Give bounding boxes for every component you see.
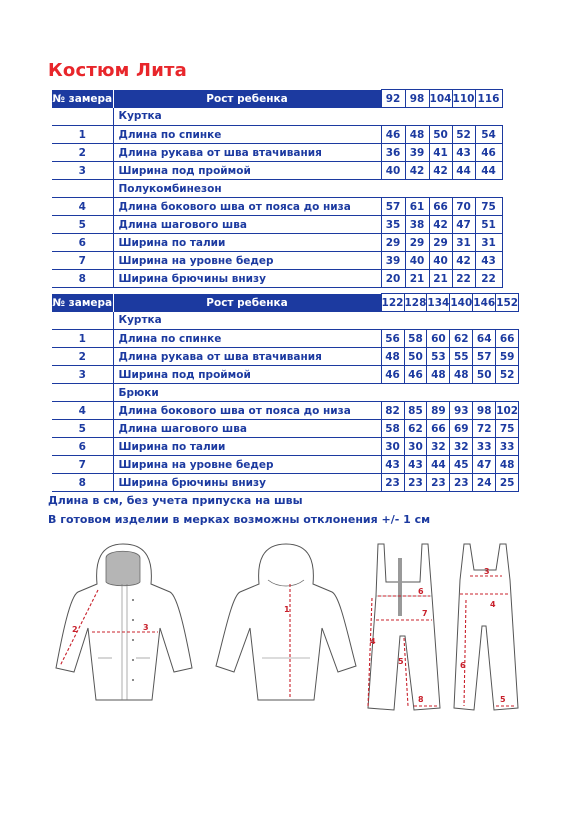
jacket-back-sketch — [206, 540, 366, 710]
header-size: 134 — [427, 294, 450, 312]
measure-value-cell: 42 — [405, 162, 429, 180]
measure-value-cell: 38 — [405, 216, 429, 234]
measure-value-cell: 42 — [452, 252, 475, 270]
measure-value-cell: 56 — [381, 330, 404, 348]
measure-name-cell: Ширина на уровне бедер — [113, 252, 381, 270]
measure-value-cell: 21 — [429, 270, 452, 288]
measure-value-cell: 22 — [475, 270, 502, 288]
measure-value-cell: 58 — [381, 420, 404, 438]
section-blank-cell — [52, 384, 113, 402]
measure-value-cell: 29 — [405, 234, 429, 252]
table-row — [52, 438, 519, 456]
measure-value-cell: 54 — [475, 126, 502, 144]
measure-value-cell: 69 — [450, 420, 473, 438]
measure-value-cell: 102 — [496, 402, 519, 420]
measure-number-cell: 7 — [52, 252, 113, 270]
measure-number-cell: 1 — [52, 330, 113, 348]
table-row — [52, 348, 519, 366]
measure-value-cell: 60 — [427, 330, 450, 348]
size-table-2 — [52, 293, 519, 492]
measure-value-cell: 33 — [473, 438, 496, 456]
measure-number-cell: 3 — [52, 162, 113, 180]
measure-value-cell: 52 — [452, 126, 475, 144]
header-size: 140 — [450, 294, 473, 312]
measure-number-cell: 1 — [52, 126, 113, 144]
section-blank-cell — [381, 312, 519, 330]
table-section-row — [52, 312, 519, 330]
measure-value-cell: 39 — [405, 144, 429, 162]
section-blank-cell — [52, 108, 113, 126]
measure-value-cell: 43 — [475, 252, 502, 270]
measure-value-cell: 47 — [473, 456, 496, 474]
measure-name-cell: Ширина под проймой — [113, 162, 381, 180]
table-row — [52, 270, 502, 288]
measure-value-cell: 23 — [381, 474, 404, 492]
measure-value-cell: 44 — [452, 162, 475, 180]
table-row — [52, 162, 502, 180]
measure-value-cell: 25 — [496, 474, 519, 492]
measure-value-cell: 24 — [473, 474, 496, 492]
measure-value-cell: 30 — [404, 438, 427, 456]
header-child-height: Рост ребенка — [113, 294, 381, 312]
measure-value-cell: 22 — [452, 270, 475, 288]
measure-name-cell: Ширина под проймой — [113, 366, 381, 384]
table-row — [52, 198, 502, 216]
header-size: 146 — [473, 294, 496, 312]
measure-value-cell: 93 — [450, 402, 473, 420]
table-row — [52, 402, 519, 420]
measure-value-cell: 33 — [496, 438, 519, 456]
size-table-1 — [52, 89, 503, 288]
measure-value-cell: 57 — [381, 198, 405, 216]
header-size: 116 — [475, 90, 502, 108]
note-units: Длина в см, без учета припуска на швы — [48, 494, 303, 507]
measure-value-cell: 23 — [427, 474, 450, 492]
measure-number-cell: 5 — [52, 216, 113, 234]
overalls-front-sketch — [364, 540, 454, 720]
measure-value-cell: 40 — [429, 252, 452, 270]
table-row — [52, 330, 519, 348]
table-row — [52, 456, 519, 474]
measure-name-cell: Длина рукава от шва втачивания — [113, 348, 381, 366]
measure-value-cell: 61 — [405, 198, 429, 216]
measure-name-cell: Ширина на уровне бедер — [113, 456, 381, 474]
measure-value-cell: 23 — [450, 474, 473, 492]
measure-value-cell: 39 — [381, 252, 405, 270]
table-row — [52, 366, 519, 384]
measure-number-cell: 6 — [52, 438, 113, 456]
table-row — [52, 216, 502, 234]
table-row — [52, 234, 502, 252]
measure-value-cell: 62 — [404, 420, 427, 438]
measure-name-cell: Длина шагового шва — [113, 216, 381, 234]
measure-value-cell: 35 — [381, 216, 405, 234]
table-section-row — [52, 108, 502, 126]
table-section-row — [52, 180, 502, 198]
header-measure-number: № замера — [52, 294, 113, 312]
measure-number-cell: 2 — [52, 144, 113, 162]
header-size: 152 — [496, 294, 519, 312]
measure-label: 7 — [422, 609, 428, 618]
measure-value-cell: 66 — [427, 420, 450, 438]
measure-value-cell: 66 — [429, 198, 452, 216]
header-size: 92 — [381, 90, 405, 108]
measure-name-cell: Длина шагового шва — [113, 420, 381, 438]
measure-value-cell: 46 — [381, 366, 404, 384]
section-title: Брюки — [113, 384, 381, 402]
measure-value-cell: 44 — [475, 162, 502, 180]
table-header-row — [52, 90, 502, 108]
measure-value-cell: 70 — [452, 198, 475, 216]
measure-value-cell: 72 — [473, 420, 496, 438]
header-size: 122 — [381, 294, 404, 312]
measure-value-cell: 41 — [429, 144, 452, 162]
measure-name-cell: Длина рукава от шва втачивания — [113, 144, 381, 162]
measure-name-cell: Длина по спинке — [113, 330, 381, 348]
measure-name-cell: Ширина брючины внизу — [113, 474, 381, 492]
measure-label: 4 — [370, 637, 376, 646]
measure-value-cell: 29 — [429, 234, 452, 252]
measure-label: 3 — [143, 623, 149, 632]
measure-label: 4 — [490, 600, 496, 609]
header-size: 104 — [429, 90, 452, 108]
header-size: 128 — [404, 294, 427, 312]
measure-label: 1 — [284, 605, 290, 614]
measure-value-cell: 23 — [404, 474, 427, 492]
measure-value-cell: 50 — [429, 126, 452, 144]
measure-value-cell: 50 — [473, 366, 496, 384]
table-row — [52, 252, 502, 270]
measure-name-cell: Длина бокового шва от пояса до низа — [113, 198, 381, 216]
measure-value-cell: 30 — [381, 438, 404, 456]
measure-value-cell: 40 — [381, 162, 405, 180]
measure-value-cell: 21 — [405, 270, 429, 288]
measure-name-cell: Ширина брючины внизу — [113, 270, 381, 288]
measure-value-cell: 42 — [429, 162, 452, 180]
section-title: Куртка — [113, 108, 381, 126]
jacket-front-sketch — [48, 540, 198, 710]
section-blank-cell — [52, 312, 113, 330]
measure-value-cell: 57 — [473, 348, 496, 366]
measure-value-cell: 48 — [427, 366, 450, 384]
measure-value-cell: 52 — [496, 366, 519, 384]
measure-number-cell: 4 — [52, 402, 113, 420]
measure-number-cell: 8 — [52, 474, 113, 492]
measure-name-cell: Длина бокового шва от пояса до низа — [113, 402, 381, 420]
measure-number-cell: 7 — [52, 456, 113, 474]
measure-name-cell: Ширина по талии — [113, 234, 381, 252]
measure-number-cell: 4 — [52, 198, 113, 216]
measure-value-cell: 48 — [496, 456, 519, 474]
measure-value-cell: 29 — [381, 234, 405, 252]
measure-value-cell: 46 — [404, 366, 427, 384]
table-row — [52, 420, 519, 438]
table-section-row — [52, 384, 519, 402]
measure-value-cell: 46 — [381, 126, 405, 144]
measure-value-cell: 48 — [405, 126, 429, 144]
section-blank-cell — [381, 384, 519, 402]
header-measure-number: № замера — [52, 90, 113, 108]
note-tolerance: В готовом изделии в мерках возможны отклонения +/- 1 см — [48, 513, 431, 526]
measure-label: 8 — [418, 695, 424, 704]
section-title: Куртка — [113, 312, 381, 330]
measure-value-cell: 31 — [452, 234, 475, 252]
measure-value-cell: 50 — [404, 348, 427, 366]
measure-label: 6 — [460, 661, 466, 670]
measure-number-cell: 5 — [52, 420, 113, 438]
table-row — [52, 474, 519, 492]
measure-value-cell: 45 — [450, 456, 473, 474]
measure-value-cell: 75 — [496, 420, 519, 438]
measure-number-cell: 2 — [52, 348, 113, 366]
measure-value-cell: 66 — [496, 330, 519, 348]
measure-value-cell: 20 — [381, 270, 405, 288]
measure-value-cell: 48 — [450, 366, 473, 384]
measure-label: 2 — [72, 625, 78, 634]
measure-value-cell: 43 — [381, 456, 404, 474]
measure-value-cell: 51 — [475, 216, 502, 234]
measure-value-cell: 43 — [452, 144, 475, 162]
measure-number-cell: 3 — [52, 366, 113, 384]
section-title: Полукомбинезон — [113, 180, 381, 198]
measure-value-cell: 62 — [450, 330, 473, 348]
measure-value-cell: 36 — [381, 144, 405, 162]
section-blank-cell — [381, 108, 502, 126]
measure-value-cell: 46 — [475, 144, 502, 162]
measure-label: 6 — [418, 587, 424, 596]
header-size: 98 — [405, 90, 429, 108]
measure-name-cell: Ширина по талии — [113, 438, 381, 456]
measure-number-cell: 6 — [52, 234, 113, 252]
measure-value-cell: 89 — [427, 402, 450, 420]
table-row — [52, 126, 502, 144]
measure-value-cell: 58 — [404, 330, 427, 348]
measure-value-cell: 85 — [404, 402, 427, 420]
measure-name-cell: Длина по спинке — [113, 126, 381, 144]
measure-value-cell: 55 — [450, 348, 473, 366]
header-child-height: Рост ребенка — [113, 90, 381, 108]
measure-label: 5 — [500, 695, 506, 704]
measure-value-cell: 59 — [496, 348, 519, 366]
measure-value-cell: 48 — [381, 348, 404, 366]
section-blank-cell — [52, 180, 113, 198]
table-header-row — [52, 294, 519, 312]
measure-value-cell: 75 — [475, 198, 502, 216]
measure-number-cell: 8 — [52, 270, 113, 288]
section-blank-cell — [381, 180, 502, 198]
measure-value-cell: 98 — [473, 402, 496, 420]
header-size: 110 — [452, 90, 475, 108]
measure-label: 5 — [398, 657, 404, 666]
measure-value-cell: 32 — [450, 438, 473, 456]
measure-value-cell: 31 — [475, 234, 502, 252]
measure-value-cell: 53 — [427, 348, 450, 366]
measure-value-cell: 42 — [429, 216, 452, 234]
page-title: Костюм Лита — [48, 60, 188, 81]
measure-value-cell: 43 — [404, 456, 427, 474]
overalls-back-sketch — [452, 540, 522, 720]
measure-value-cell: 64 — [473, 330, 496, 348]
measure-value-cell: 82 — [381, 402, 404, 420]
measure-value-cell: 40 — [405, 252, 429, 270]
measure-value-cell: 32 — [427, 438, 450, 456]
measure-value-cell: 44 — [427, 456, 450, 474]
measure-label: 3 — [484, 567, 490, 576]
table-row — [52, 144, 502, 162]
measure-value-cell: 47 — [452, 216, 475, 234]
